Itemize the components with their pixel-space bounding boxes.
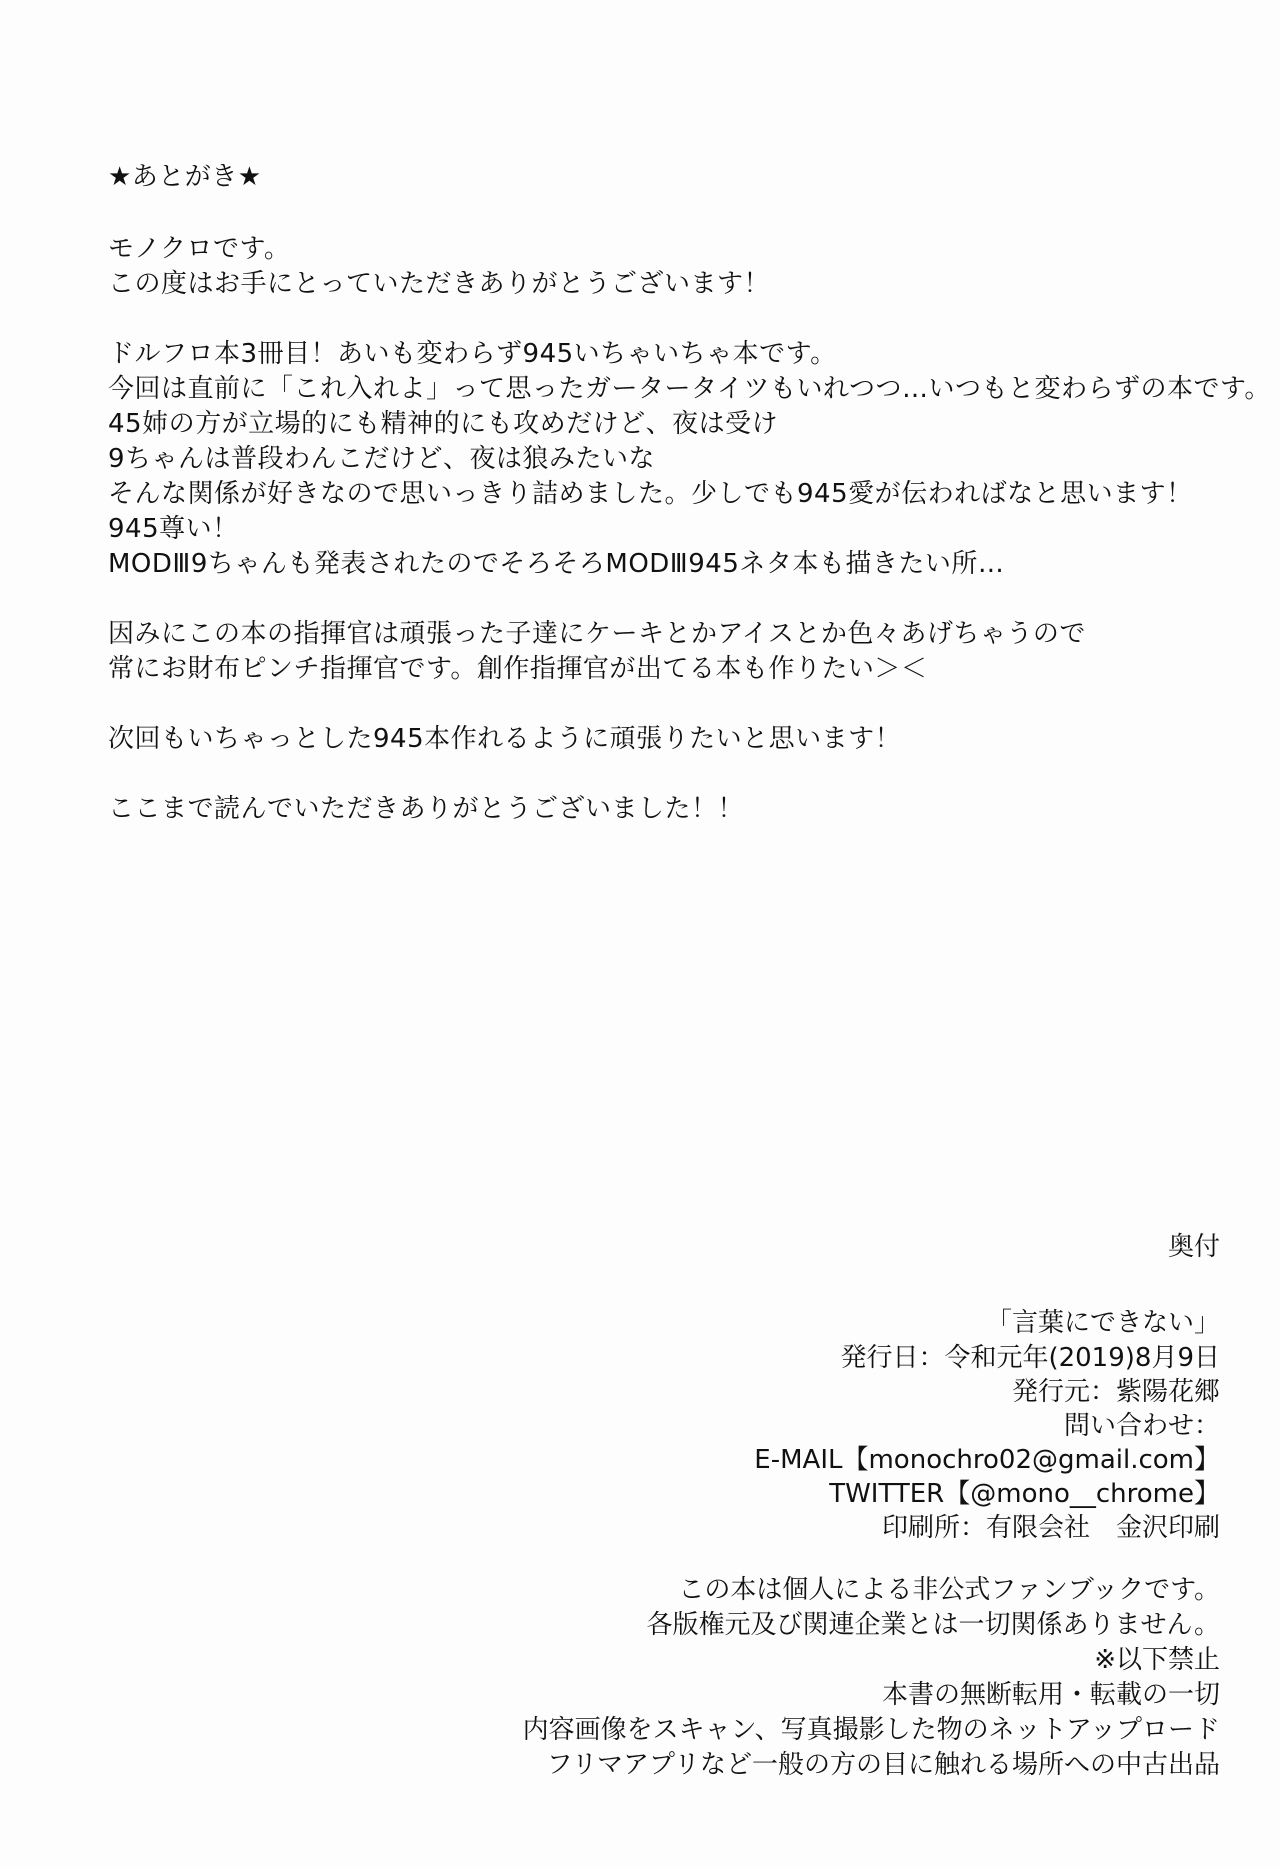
afterword-line: 945尊い！: [108, 514, 239, 544]
disclaimer-line: ※以下禁止: [1094, 1645, 1220, 1675]
afterword-line: この度はお手にとっていただきありがとうございます！: [108, 269, 770, 299]
contact-email: E-MAIL【monochro02@gmail.com】: [754, 1445, 1220, 1475]
afterword-line: 常にお財布ピンチ指揮官です。創作指揮官が出てる本も作りたい＞＜: [108, 654, 928, 684]
printer: 印刷所：有限会社 金沢印刷: [881, 1513, 1220, 1543]
afterword-line: そんな関係が好きなので思いっきり詰めました。少しでも945愛が伝わればなと思います！: [108, 479, 1193, 509]
publisher: 発行元：紫陽花郷: [1011, 1377, 1220, 1407]
afterword-heading: ★あとがき★: [108, 162, 262, 192]
disclaimer-line: 本書の無断転用・転載の一切: [881, 1680, 1220, 1710]
afterword-section: [108, 160, 1271, 827]
disclaimer-line: 内容画像をスキャン、写真撮影した物のネットアップロード: [522, 1715, 1220, 1745]
disclaimer-line: 各版権元及び関連企業とは一切関係ありません。: [646, 1610, 1220, 1640]
book-title: 「言葉にできない」: [985, 1308, 1220, 1338]
contact-twitter: TWITTER【@mono__chrome】: [829, 1479, 1220, 1509]
afterword-line: 9ちゃんは普段わんこだけど、夜は狼みたいな: [108, 444, 656, 474]
contact-label: 問い合わせ：: [1063, 1411, 1220, 1441]
disclaimer-section: [460, 1573, 1220, 1783]
issue-date: 発行日：令和元年(2019)8月9日: [840, 1343, 1220, 1373]
afterword-paragraph-3: [108, 617, 1208, 687]
afterword-line: ここまで読んでいただきありがとうございました！！: [108, 794, 745, 824]
afterword-paragraph-2: [108, 337, 1271, 582]
colophon-section: [520, 1230, 1220, 1545]
afterword-line: MODⅢ9ちゃんも発表されたのでそろそろMODⅢ945ネタ本も描きたい所…: [108, 549, 1005, 579]
afterword-line: モノクロです。: [108, 234, 291, 264]
afterword-line: 今回は直前に「これ入れよ」って思ったガータータイツもいれつつ…いつもと変わらずの本です。: [108, 374, 1271, 404]
afterword-line: 次回もいちゃっとした945本作れるように頑張りたいと思います！: [108, 724, 902, 754]
afterword-paragraph-4: [108, 722, 1208, 757]
afterword-line: 45姉の方が立場的にも精神的にも攻めだけど、夜は受け: [108, 409, 779, 439]
disclaimer-line: フリマアプリなど一般の方の目に触れる場所への中古出品: [546, 1750, 1220, 1780]
afterword-line: 因みにこの本の指揮官は頑張った子達にケーキとかアイスとか色々あげちゃうので: [108, 619, 1086, 649]
disclaimer-line: この本は個人による非公式ファンブックです。: [678, 1575, 1220, 1605]
afterword-paragraph-1: [108, 232, 1208, 302]
colophon-label: 奥付: [1167, 1232, 1220, 1262]
afterword-line: ドルフロ本3冊目！あいも変わらず945いちゃいちゃ本です。: [108, 339, 837, 369]
afterword-paragraph-5: [108, 792, 1208, 827]
